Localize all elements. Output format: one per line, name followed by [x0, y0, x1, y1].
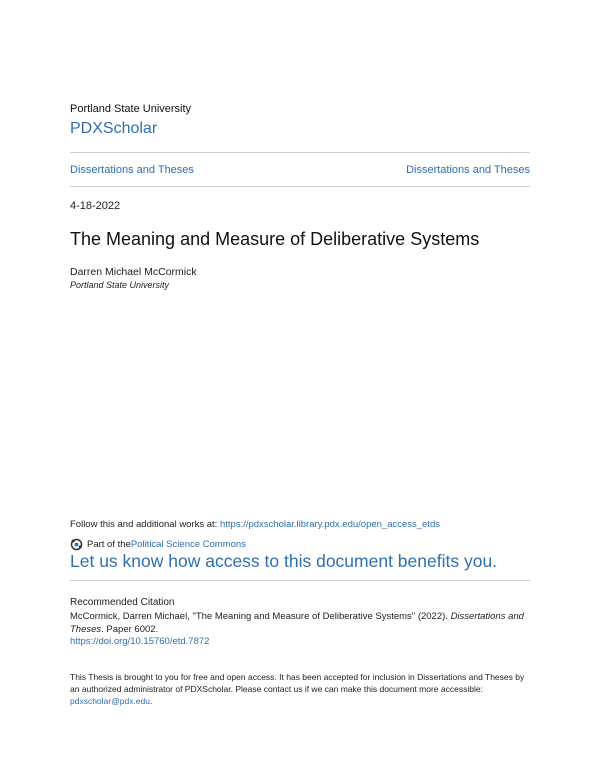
notice-end: .	[149, 696, 153, 706]
political-science-commons-link[interactable]: Political Science Commons	[130, 539, 246, 550]
divider-bottom	[70, 580, 530, 581]
institution-name: Portland State University	[70, 103, 192, 115]
notice-text: This Thesis is brought to you for free and open access. It has been accepted for inclusion in Dissertations and Theses by an authorized administrator of PDXScholar. Please contact us if we can make this document more accessible:	[70, 672, 525, 694]
doi-link[interactable]: https://doi.org/10.15760/etd.7872	[70, 636, 210, 647]
divider-middle	[70, 186, 530, 187]
citation-prefix: McCormick, Darren Michael, "The Meaning and Measure of Deliberative Systems" (2022).	[70, 611, 451, 622]
author-affiliation: Portland State University	[70, 280, 170, 290]
breadcrumb-left-link[interactable]: Dissertations and Theses	[70, 164, 194, 176]
network-commons-icon	[70, 538, 83, 551]
part-of-line	[70, 538, 246, 551]
brand-link[interactable]: PDXScholar	[70, 120, 158, 137]
breadcrumb-right-link[interactable]: Dissertations and Theses	[406, 164, 530, 176]
access-notice	[70, 671, 530, 707]
follow-prefix: Follow this and additional works at:	[70, 519, 220, 530]
benefits-feedback-link[interactable]: Let us know how access to this document benefits you.	[70, 551, 498, 571]
citation-suffix: . Paper 6002.	[101, 624, 159, 635]
contact-email-link[interactable]: pdxscholar@pdx.edu	[70, 696, 150, 706]
citation-series: Dissertations and Theses	[70, 611, 524, 635]
collection-url-link[interactable]: https://pdxscholar.library.pdx.edu/open_access_etds	[219, 519, 441, 530]
part-of-prefix: Part of the	[87, 539, 131, 550]
citation-text	[70, 610, 530, 636]
divider-top	[70, 152, 530, 153]
publication-date: 4-18-2022	[70, 200, 121, 212]
follow-line	[70, 519, 440, 530]
document-title: The Meaning and Measure of Deliberative Systems	[70, 229, 480, 249]
citation-heading: Recommended Citation	[70, 597, 175, 608]
author-name: Darren Michael McCormick	[70, 266, 197, 278]
